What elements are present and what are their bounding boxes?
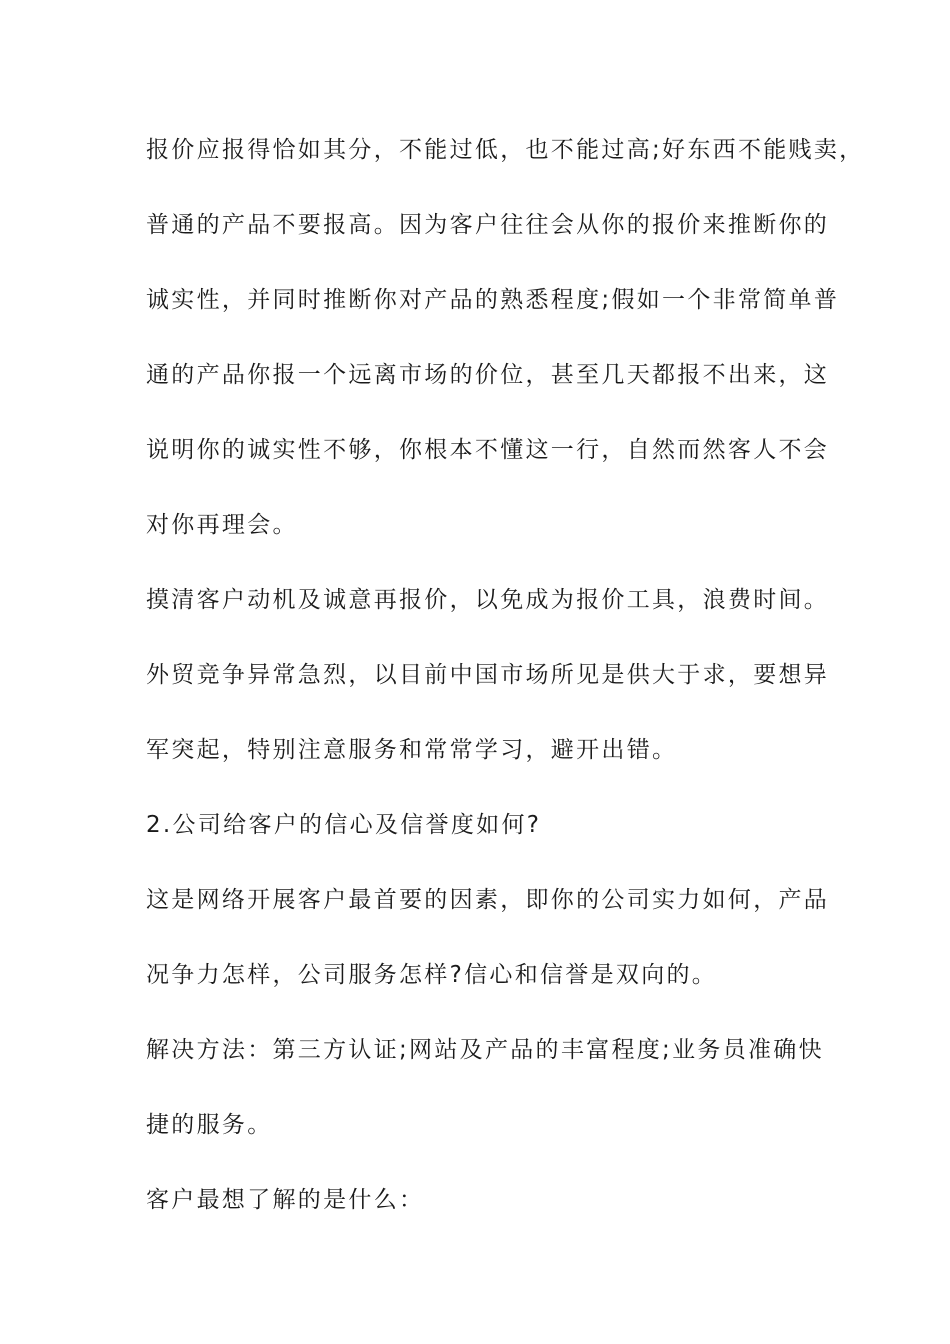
paragraph-line: 通的产品你报一个远离市场的价位，甚至几天都报不出来，这 (146, 362, 830, 388)
paragraph-line: 解决方法：第三方认证;网站及产品的丰富程度;业务员准确快 (146, 1037, 824, 1063)
paragraph-line: 普通的产品不要报高。因为客户往往会从你的报价来推断你的 (146, 212, 830, 238)
paragraph-line: 况争力怎样，公司服务怎样?信心和信誉是双向的。 (146, 962, 718, 988)
paragraph-line: 说明你的诚实性不够，你根本不懂这一行，自然而然客人不会 (146, 437, 830, 463)
section-heading: 2.公司给客户的信心及信誉度如何? (146, 812, 542, 838)
paragraph-line: 客户最想了解的是什么： (146, 1187, 425, 1213)
paragraph-line: 对你再理会。 (146, 512, 298, 538)
paragraph-line: 捷的服务。 (146, 1112, 273, 1138)
paragraph-line: 军突起，特别注意服务和常常学习，避开出错。 (146, 737, 678, 763)
paragraph-line: 这是网络开展客户最首要的因素，即你的公司实力如何，产品 (146, 887, 830, 913)
paragraph-line: 诚实性，并同时推断你对产品的熟悉程度;假如一个非常简单普 (146, 287, 840, 313)
paragraph-line: 摸清客户动机及诚意再报价，以免成为报价工具，浪费时间。 (146, 587, 830, 613)
paragraph-line: 报价应报得恰如其分，不能过低，也不能过高;好东西不能贱卖， (146, 137, 865, 163)
paragraph-line: 外贸竞争异常急烈，以目前中国市场所见是供大于求，要想异 (146, 662, 830, 688)
